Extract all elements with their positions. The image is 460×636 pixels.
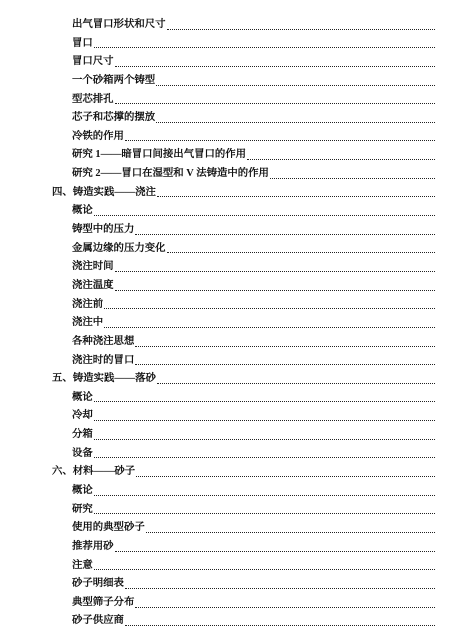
dot-leader [104, 327, 435, 328]
dot-leader [167, 252, 435, 253]
toc-entry-title: 推荐用砂 [72, 540, 114, 552]
toc-entry-title: 冒口尺寸 [72, 56, 114, 68]
toc-entry [52, 557, 435, 576]
toc-entry-title: 概论 [72, 205, 93, 217]
toc-entry-title: 浇注温度 [72, 279, 114, 291]
toc-entry-title: 冷却 [72, 410, 93, 422]
dot-leader [135, 607, 435, 608]
dot-leader [157, 383, 435, 384]
dot-leader [94, 513, 435, 514]
dot-leader [167, 29, 435, 30]
dot-leader [94, 420, 435, 421]
toc-entry [52, 501, 435, 520]
toc-entry [52, 165, 435, 184]
dot-leader [94, 47, 435, 48]
toc-entry [52, 314, 435, 333]
toc-entry-title: 分箱 [72, 429, 93, 441]
dot-leader [156, 85, 435, 86]
dot-leader [136, 476, 435, 477]
toc-section-title: 四、铸造实践——浇注 [52, 186, 156, 198]
toc-entry-title: 浇注时间 [72, 261, 114, 273]
toc-entry [52, 91, 435, 110]
dot-leader [146, 532, 435, 533]
toc-section-title: 六、材料——砂子 [52, 466, 136, 478]
toc-entry-title: 研究 2——冒口在湿型和 V 法铸造中的作用 [72, 168, 269, 180]
dot-leader [125, 588, 435, 589]
dot-leader [94, 215, 435, 216]
toc-entry [52, 146, 435, 165]
toc-entry [52, 482, 435, 501]
toc-entry [52, 35, 435, 54]
toc-entry-title: 浇注中 [72, 317, 104, 329]
toc-entry [52, 519, 435, 538]
table-of-contents [52, 16, 435, 631]
dot-leader [157, 196, 435, 197]
dot-leader [115, 66, 435, 67]
toc-entry [52, 72, 435, 91]
toc-entry [52, 296, 435, 315]
toc-entry [52, 407, 435, 426]
dot-leader [104, 308, 435, 309]
toc-entry-title: 砂子明细表 [72, 578, 124, 590]
toc-entry [52, 352, 435, 371]
toc-entry-title: 型芯排孔 [72, 93, 114, 105]
toc-entry [52, 128, 435, 147]
toc-entry-title: 概论 [72, 485, 93, 496]
dot-leader [94, 439, 435, 440]
dot-leader [94, 401, 435, 402]
toc-entry-title: 浇注时的冒口 [72, 354, 135, 366]
toc-entry-title: 概论 [72, 391, 93, 403]
toc-entry [52, 277, 435, 296]
toc-section-title: 五、铸造实践——落砂 [52, 373, 156, 385]
toc-entry-title: 研究 1——暗冒口间接出气冒口的作用 [72, 149, 247, 161]
dot-leader [247, 159, 435, 160]
toc-entry-title: 浇注前 [72, 298, 104, 310]
toc-entry [52, 426, 435, 445]
toc-entry-title: 典型筛子分布 [72, 596, 135, 608]
toc-entry [52, 109, 435, 128]
dot-leader [135, 346, 435, 347]
toc-entry [52, 613, 435, 632]
toc-section-heading [52, 463, 435, 482]
toc-entry [52, 538, 435, 557]
toc-entry [52, 202, 435, 221]
dot-leader [156, 122, 435, 123]
dot-leader [125, 140, 435, 141]
toc-entry-title: 注意 [72, 559, 93, 571]
toc-entry-title: 出气冒口形状和尺寸 [72, 18, 166, 30]
dot-leader [270, 178, 435, 179]
toc-entry [52, 333, 435, 352]
toc-entry-title: 铸型中的压力 [72, 224, 135, 236]
dot-leader [115, 551, 435, 552]
dot-leader [115, 271, 435, 272]
toc-entry [52, 389, 435, 408]
toc-entry [52, 445, 435, 464]
toc-entry [52, 575, 435, 594]
toc-section-heading [52, 184, 435, 203]
toc-entry-title: 金属边缘的压力变化 [72, 242, 166, 254]
toc-entry [52, 16, 435, 35]
toc-entry-title: 砂子供应商 [72, 615, 124, 627]
toc-entry-title: 芯子和芯撑的摆放 [72, 112, 156, 124]
dot-leader [115, 103, 435, 104]
toc-entry-title: 冷铁的作用 [72, 130, 124, 142]
toc-entry [52, 594, 435, 613]
dot-leader [94, 495, 435, 496]
dot-leader [135, 234, 435, 235]
toc-entry-title: 一个砂箱两个铸型 [72, 74, 156, 86]
toc-entry-title: 各种浇注思想 [72, 335, 135, 347]
dot-leader [94, 457, 435, 458]
toc-entry-title: 研究 [72, 503, 93, 515]
dot-leader [94, 569, 435, 570]
toc-entry-title: 冒口 [72, 37, 93, 49]
toc-entry [52, 240, 435, 259]
toc-entry-title: 使用的典型砂子 [72, 522, 145, 534]
dot-leader [125, 625, 435, 626]
toc-entry [52, 53, 435, 72]
dot-leader [115, 290, 435, 291]
dot-leader [135, 364, 435, 365]
toc-entry-title: 设备 [72, 447, 93, 459]
toc-section-heading [52, 370, 435, 389]
toc-entry [52, 258, 435, 277]
toc-entry [52, 221, 435, 240]
